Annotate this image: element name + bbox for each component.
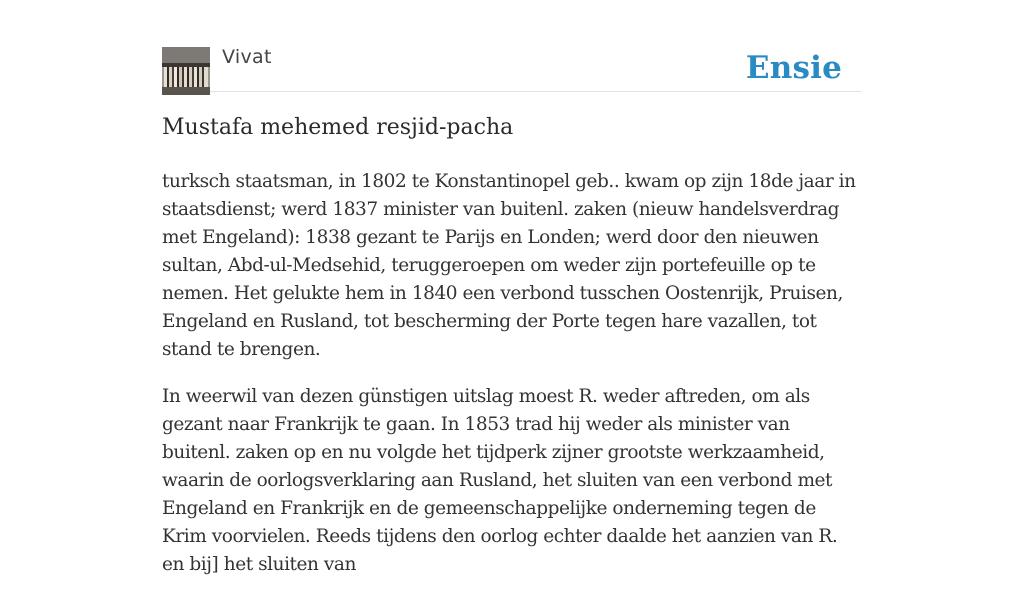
brand-logo[interactable]: Ensie xyxy=(745,50,842,86)
avatar[interactable] xyxy=(162,47,210,95)
article-body xyxy=(162,168,862,598)
article-paragraph: In weerwil van dezen günstigen uitslag moest R. weder aftreden, om als gezant naar Frankrijk te gaan. In 1853 trad hij weder als minister van buitenl. zaken op en nu volgde het tijdperk zijner grootste werkzaamheid, waarin de oorlogsverklaring aan Rusland, het sluiten van een verbond met Engeland en Frankrijk en de gemeenschappelijke onderneming tegen de Krim voorvielen. Reeds tijdens den oorlog echter daalde het aanzien van R. en bij] het sluiten van xyxy=(162,386,838,575)
article-paragraph: turksch staatsman, in 1802 te Konstantinopel geb.. kwam op zijn 18de jaar in staatsdienst; werd 1837 minister van buitenl. zaken (nieuw handelsverdrag met Engeland): 1838 gezant te Parijs en Londen; werd door den nieuwen sultan, Abd-ul-Medsehid, teruggeroepen om weder zijn portefeuille op te nemen. Het gelukte hem in 1840 een verbond tusschen Oostenrijk, Pruisen, Engeland en Rusland, tot bescherming der Porte tegen hare vazallen, tot stand te brengen. xyxy=(162,171,856,360)
bookshelf-avatar-icon xyxy=(162,47,210,95)
author-name[interactable]: Vivat xyxy=(222,46,272,68)
page-title: Mustafa mehemed resjid-pacha xyxy=(162,115,514,140)
page-container xyxy=(162,0,862,575)
site-header xyxy=(162,0,862,92)
